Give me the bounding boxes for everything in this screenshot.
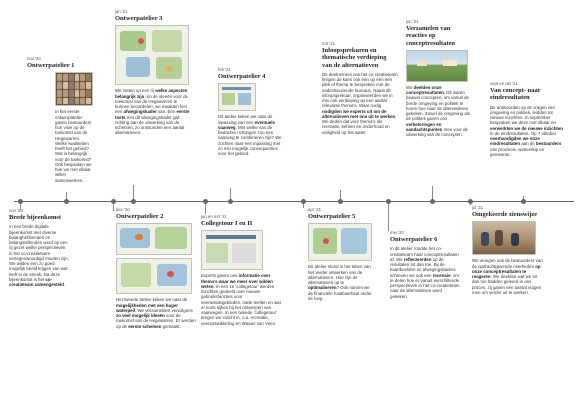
entry-body: We deelden onze conceptresultaten. Dit waren bewust concepten, om vanuit de brede omgeving en politiek te horen hoe naar de alternatieven gekeken. Zowel de omgeving als de politiek gaven ons verbeteringen en aandachtspunten mee voor de uitwerking van de concepten. [406, 84, 470, 138]
entry-title: Van concept- naar eindresultaten [490, 87, 541, 102]
entry-title: Omgekeerde zienswijze [472, 211, 538, 218]
entry-date: sept en okt '21 [490, 81, 518, 86]
timeline-dot [301, 199, 306, 204]
entry-body: Experts gaven ons informatie over thema's waar we meer over wilden weten. In een 1e 'collegetour' werden inzichten gedeeld over nieuwe gebruiksfuncties voor veenweidegebieden, natte teelten en wat er komt kijken bij het ontwerpen van vaarwegen. In een tweede 'collegetour' kregen we inzicht in, o.a. recreatie, veenontwikkeling en Waaier van Veen. [201, 273, 281, 326]
entry-title: Inloopsprekuren en thematische verdieping van de alternatieven [322, 47, 387, 69]
entry-date: feb '21 [218, 67, 231, 72]
timeline-entry-ontwerpatelier-6 [390, 230, 460, 342]
timeline-entry-omgekeerde-zienswijze [472, 205, 544, 355]
timeline-entry-inloopsprekuren [322, 41, 398, 191]
timeline-entry-ontwerpatelier-1 [27, 56, 93, 192]
entry-body: De antwoorden op de vragen van omgeving en politiek, leidden tot nieuwe inzichten. In september bespraken we deze met elkaar en verwerkten we de nieuwe inzichten in de eindresultaten. Op 7 oktober overhandigden we onze eindresultaten aan de bestuurders van provincie, wetterskip en gemeente. [490, 104, 563, 157]
entry-body: In het eerste ontwerpatelier gaven bestuurders hun visie op de toekomst van de Hegewarren. Welke kwaliteiten heeft het gebied? Wat is belangrijk voor de toekomst? Ook bespraken we hoe we met elkaar willen samenwerken. [55, 109, 92, 183]
timeline-entry-eindresultaten [490, 81, 564, 199]
entry-date: mrt '21 [322, 41, 335, 46]
entry-body: We zetten op een rij welke aspecten belangrijk zijn om de ideeën voor de toekomst van de Hegewarren te kunnen beoordelen; we maakten hier een afwegingskader van. Een eerste toets met dit afwegingskader gaf richting aan de uitwerking van de schetsen, zo ontstonden een aantal alternatieven. [115, 88, 190, 136]
entry-title: Ontwerpatelier 2 [116, 213, 164, 220]
timeline-entry-ontwerpatelier-2 [116, 207, 196, 397]
timeline-dot [386, 199, 391, 204]
entry-date: nov '20 [27, 56, 41, 61]
entry-title: Ontwerpatelier 5 [308, 213, 356, 220]
entry-title: Verzamelen van reacties op conceptresultaten [406, 25, 455, 47]
entry-body: Het tweede atelier keken we naar de mogelijkheden met een hoger waterpeil. We verzamelden vervolgens zo veel mogelijk ideeën voor de toekomst van de Hegewarren. Er werden op de eerste schetsen gemaakt. [116, 297, 196, 329]
entry-date: mei '20 [390, 230, 404, 235]
timeline-dot [430, 199, 435, 204]
idea-sketches-image [116, 258, 192, 294]
entry-body: In dit atelier rondde het co-creatieteam haar conceptresultaten af. We reflecteerden op de resultaten tot dan toe. Bij de kaartbeelden en afwegingskaders schreven we ook een recensie; om te delen hoe er vanuit verschillende perspectieven in het co-creatieteam naar de alternatieven werd gekeken. [390, 246, 460, 299]
video-call-grid-image [55, 72, 93, 106]
timeline-entry-brede-bijeenkomst [9, 208, 69, 358]
entry-date: apr '21 [308, 207, 322, 212]
entry-title: Brede bijeenkomst [9, 214, 62, 221]
entry-title: Ontwerpatelier 4 [218, 73, 266, 80]
entry-body: De deelnemers van het co-creatieteam kregen de kans ook één op één een plek of thema te bespreken met de ondersteunende bureaus. Naast dit inloopsprekuur, organiseerden we in mei ook verdieping op een aantal relevante thema's. Waar nodig nodigden we experts uit om de alternatieven met ons uit te werken. We deden dat voor thema's als recreatie, beheer en onderhoud en veiligheid op het water. [322, 71, 398, 135]
timeline-entry-verzamelen-reacties [406, 19, 470, 185]
meeting-photo-image [472, 221, 536, 255]
entry-date: jan en mrt '21 [201, 214, 227, 219]
entry-title: Collegetour I en II [201, 220, 253, 227]
entry-date: jul '21 [472, 205, 484, 210]
entry-date: dec '20 [116, 207, 130, 212]
timeline-entry-ontwerpatelier-5 [308, 207, 374, 357]
timeline-dot [338, 199, 343, 204]
sketch-maps-image [115, 25, 189, 85]
entry-title: Ontwerpatelier 1 [27, 62, 75, 69]
timeline-entry-ontwerpatelier-3 [115, 9, 191, 185]
timeline-dot [18, 199, 23, 204]
timeline-entry-collegetour [201, 214, 281, 398]
entry-body: Dit atelier keken we naar de inpassing van een eventuele vaarweg. Met welke van de bedachte richtingen zou een vaarweg te combineren zijn? We zochten naar een inpassing met zo min mogelijk consequenties voor het gebied. [218, 114, 282, 157]
timeline-entry-ontwerpatelier-4 [218, 67, 282, 187]
entry-title: Ontwerpatelier 3 [115, 15, 163, 22]
entry-date: nov '20 [9, 208, 23, 213]
connector-line [388, 201, 389, 231]
timeline-dot [64, 199, 69, 204]
timeline-dot [228, 199, 233, 204]
entry-body: We vroegen ook de bestuurders van de opdrachtgevende overheden op onze conceptresultaten te reageren. We deelden wat we tot dan toe hadden geleerd in ons proces, zij gaven een aantal vragen mee om verder uit te werken. [472, 258, 543, 295]
entry-body: In een brede digitale bijeenkomst met diverse belanghebbenden en belangstellenden werd op een rij gezet welke perspectieven in het co-creatieteam vertegenwoordigd moeten zijn. We wilden een zo goed mogelijk beeld krijgen van wat leeft in de streek. Na deze bijeenkomst is het co-creatieteam samengesteld. [9, 224, 69, 288]
waterway-poster-image [218, 83, 256, 111]
entry-date: jun '21 [406, 19, 419, 24]
timeline-dot [521, 199, 526, 204]
timeline-dot [111, 199, 116, 204]
timeline-dot [131, 199, 136, 204]
optimized-alternatives-image [308, 223, 372, 261]
water-level-map-image [116, 223, 192, 255]
timeline-dot [203, 199, 208, 204]
entry-date: jan '21 [115, 9, 128, 14]
lecture-slides-image [201, 230, 263, 270]
entry-body: Dit atelier stond in het teken van het verder uitwerken van de alternatieven. Hoe zijn de alternatieven op te optimaliseren? Ook namen we de financiële haalbaarheid onder de loep. [308, 264, 372, 301]
entry-title: Ontwerpatelier 6 [390, 236, 438, 243]
landscape-photo-image [406, 50, 468, 82]
timeline-dot [468, 199, 473, 204]
timeline-axis [14, 201, 574, 202]
